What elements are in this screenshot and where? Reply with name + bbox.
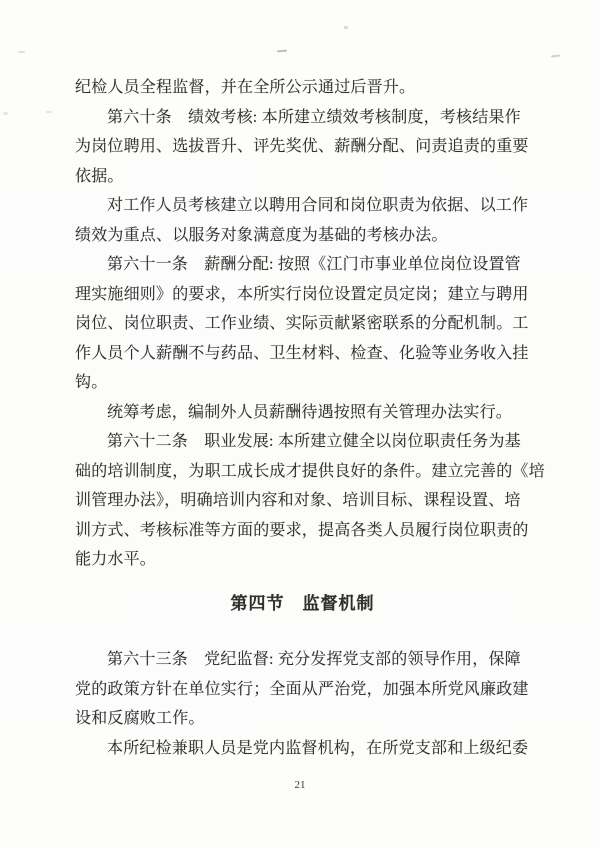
scan-speck [551,55,560,58]
scan-speck [344,26,348,29]
scan-speck [3,112,8,115]
body-line: 为岗位聘用、选拔晋升、评先奖优、薪酬分配、问责追责的重要 [75,138,529,155]
body-line: 设和反腐败工作。 [75,710,205,727]
body-line: 能力水平。 [75,551,157,568]
body-line: 第六十二条 职业发展: 本所建立健全以岗位职责任务为基 [107,433,521,450]
body-line: 党的政策方针在单位实行；全面从严治党，加强本所党风廉政建 [75,680,529,698]
document-text-block [75,73,545,763]
body-line: 第六十一条 薪酬分配: 按照《江门市事业单位岗位设置管 [107,256,521,273]
body-line: 第六十条 绩效考核: 本所建立绩效考核制度，考核结果作 [107,108,521,126]
body-line: 依据。 [75,167,124,185]
body-line: 岗位、岗位职责、工作业绩、实际贡献紧密联系的分配机制。工 [75,315,529,332]
body-line: 作人员个人薪酬不与药品、卫生材料、检查、化验等业务收入挂 [75,344,529,362]
section-heading: 第四节 监督机制 [230,593,375,613]
body-line: 础的培训制度，为职工成长成才提供良好的条件。建立完善的《培 [75,462,545,480]
scan-speck [277,50,287,53]
body-line: 对工作人员考核建立以聘用合同和岗位职责为依据、以工作 [107,197,529,214]
page-number: 21 [294,779,306,791]
scan-speck [18,51,25,53]
body-line: 理实施细则》的要求，本所实行岗位设置定员定岗；建立与聘用 [75,285,529,303]
body-line: 训方式、考核标准等方面的要求，提高各类人员履行岗位职责的 [75,521,529,539]
body-line: 统筹考虑，编制外人员薪酬待遇按照有关管理办法实行。 [107,403,513,421]
body-line: 钩。 [75,374,108,391]
body-line: 绩效为重点、以服务对象满意度为基础的考核办法。 [75,226,448,244]
body-line: 第六十三条 党纪监督: 充分发挥党支部的领导作用，保障 [107,651,521,668]
body-line: 训管理办法》，明确培训内容和对象、培训目标、课程设置、培 [75,492,521,509]
body-line: 本所纪检兼职人员是党内监督机构，在所党支部和上级纪委 [107,739,529,757]
scan-speck [46,111,52,113]
body-line: 纪检人员全程监督，并在全所公示通过后晋升。 [75,79,416,96]
